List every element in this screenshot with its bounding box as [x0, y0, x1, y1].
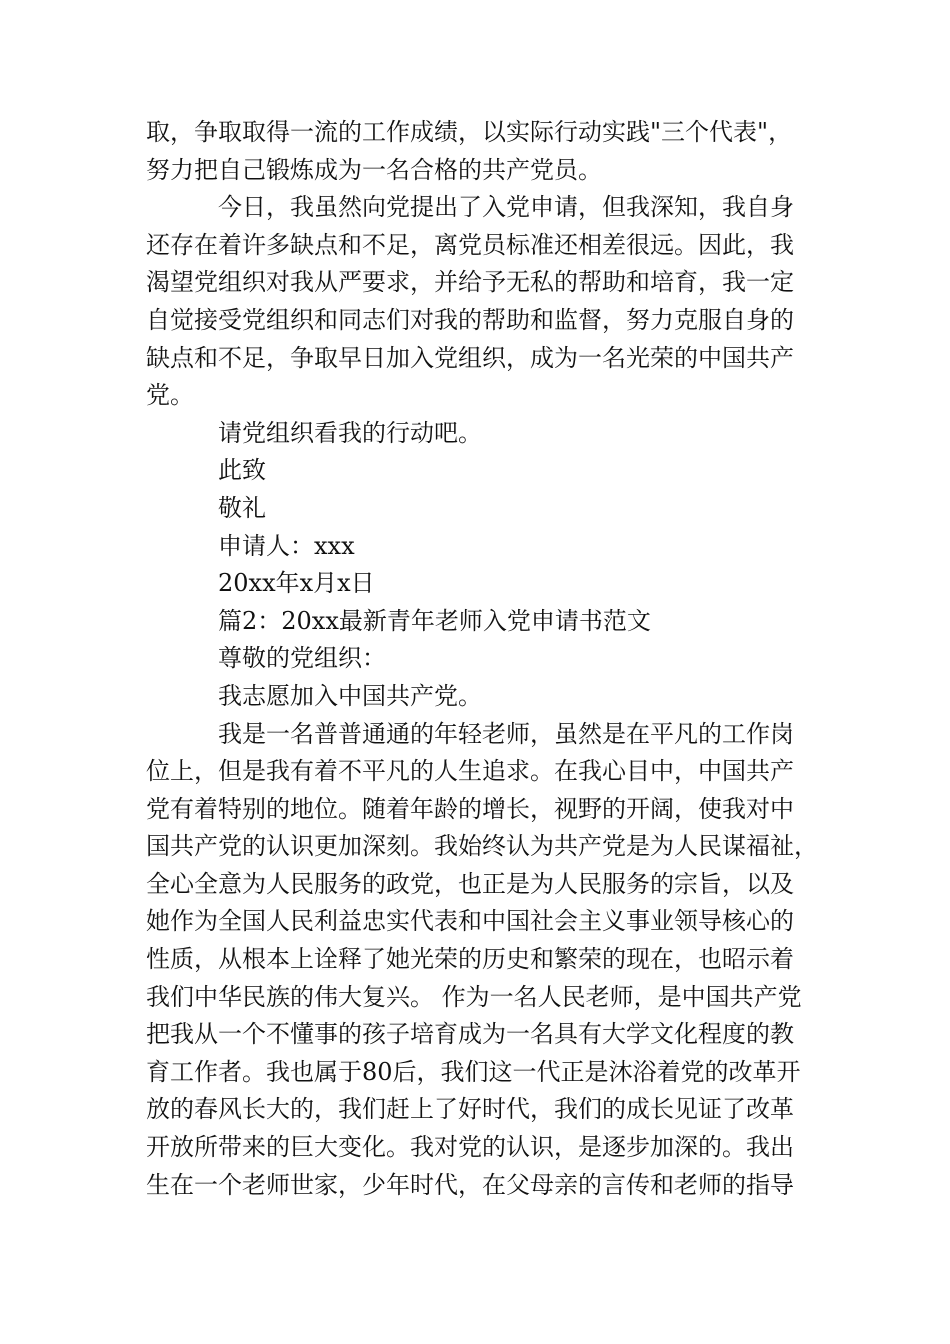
text-line: 请党组织看我的行动吧。 — [218, 418, 482, 447]
text-line: 20xx年x月x日 — [218, 569, 375, 598]
text-line: 育工作者。我也属于80后，我们这一代正是沐浴着党的改革开 — [146, 1057, 801, 1086]
text-line: 还存在着许多缺点和不足，离党员标准还相差很远。因此，我 — [146, 230, 794, 259]
text-line: 开放所带来的巨大变化。我对党的认识，是逐步加深的。我出 — [146, 1133, 794, 1162]
text-line: 位上，但是我有着不平凡的人生追求。在我心目中，中国共产 — [146, 757, 794, 786]
text-line: 我们中华民族的伟大复兴。 作为一名人民老师，是中国共产党 — [146, 982, 802, 1011]
text-line: 取，争取取得一流的工作成绩，以实际行动实践"三个代表"， — [146, 118, 793, 146]
text-line: 今日，我虽然向党提出了入党申请，但我深知，我自身 — [218, 193, 794, 222]
text-line: 我志愿加入中国共产党。 — [218, 681, 482, 710]
text-line: 全心全意为人民服务的政党，也正是为人民服务的宗旨，以及 — [146, 869, 794, 898]
text-line: 性质，从根本上诠释了她光荣的历史和繁荣的现在，也昭示着 — [146, 945, 794, 974]
text-line: 把我从一个不懂事的孩子培育成为一名具有大学文化程度的教 — [146, 1020, 794, 1049]
text-line: 缺点和不足，争取早日加入党组织，成为一名光荣的中国共产 — [146, 343, 794, 372]
document-body — [146, 114, 818, 1204]
text-line: 尊敬的党组织： — [218, 644, 386, 673]
text-line: 放的春风长大的，我们赶上了好时代，我们的成长见证了改革 — [146, 1095, 794, 1124]
text-line: 渴望党组织对我从严要求，并给予无私的帮助和培育，我一定 — [146, 268, 794, 297]
text-line: 敬礼 — [218, 493, 266, 522]
text-line: 自觉接受党组织和同志们对我的帮助和监督，努力克服自身的 — [146, 305, 794, 334]
text-line: 党有着特别的地位。随着年龄的增长，视野的开阔，使我对中 — [146, 794, 794, 823]
text-line: 此致 — [218, 456, 266, 485]
text-line: 党。 — [146, 381, 194, 410]
text-line: 国共产党的认识更加深刻。我始终认为共产党是为人民谋福祉， — [146, 832, 818, 861]
text-line: 篇2：20xx最新青年老师入党申请书范文 — [218, 606, 651, 635]
text-line: 我是一名普普通通的年轻老师，虽然是在平凡的工作岗 — [218, 719, 794, 748]
text-line: 努力把自己锻炼成为一名合格的共产党员。 — [146, 155, 602, 184]
text-line: 申请人：xxx — [218, 531, 355, 560]
text-line: 她作为全国人民利益忠实代表和中国社会主义事业领导核心的 — [146, 907, 794, 936]
text-line: 生在一个老师世家，少年时代，在父母亲的言传和老师的指导 — [146, 1170, 794, 1199]
